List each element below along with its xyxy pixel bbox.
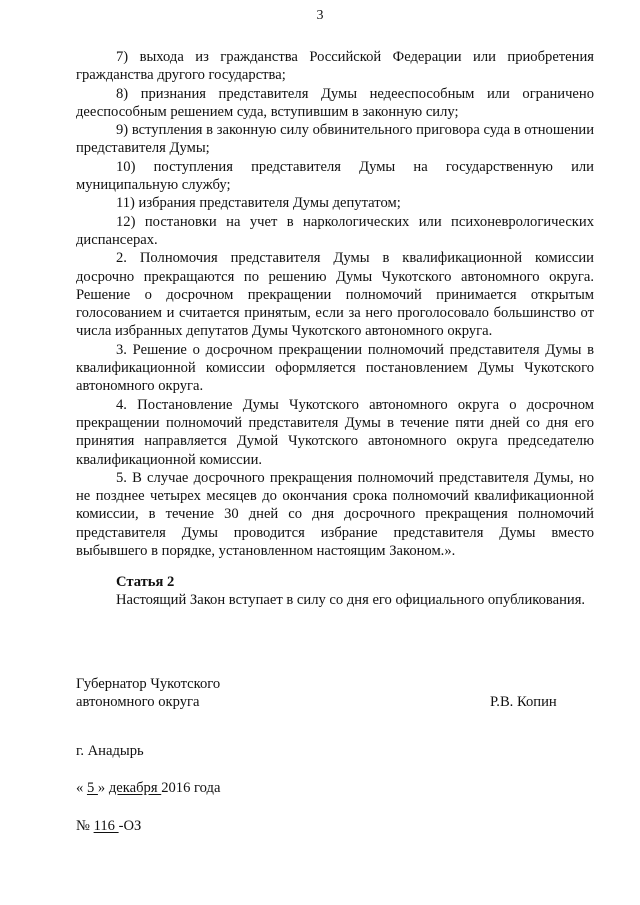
signatory-title-line2: автономного округа — [76, 694, 200, 710]
city: г. Анадырь — [76, 743, 144, 759]
date-month: декабря — [108, 780, 162, 796]
paragraph: 8) признания представителя Думы недееспособным или ограничено дееспособным решением суда, вступившим в законную силу; — [76, 85, 594, 120]
date-day: 5 — [86, 780, 98, 796]
signatory-title-line1: Губернатор Чукотского — [76, 676, 221, 692]
date-open-quote: « — [76, 780, 84, 796]
paragraph: 4. Постановление Думы Чукотского автономного округа о досрочном прекращении полномочий представителя Думы в течение пяти дней со дня его принятия направляется Думой Чукотского автономного округа председателю квалификационной комиссии. — [76, 396, 594, 468]
law-body — [76, 48, 594, 560]
document-date — [76, 780, 220, 797]
number-suffix: -ОЗ — [118, 818, 142, 834]
page-number: 3 — [316, 8, 324, 23]
paragraph: 3. Решение о досрочном прекращении полномочий представителя Думы в квалификационной комиссии оформляется постановлением Думы Чукотского автономного округа. — [76, 341, 594, 395]
number-prefix: № — [76, 818, 90, 834]
date-year: 2016 года — [161, 780, 221, 796]
paragraph: 5. В случае досрочного прекращения полномочий представителя Думы, но не позднее четырех месяцев до окончания срока полномочий квалификационной комиссии, в течение 30 дней со дня досрочного прекращения полномочий представителя Думы проводится избрание представителя Думы вместо выбывшего в порядке, установленном настоящим Законом.». — [76, 469, 594, 560]
article-heading: Статья 2 — [116, 574, 175, 590]
paragraph: 10) поступления представителя Думы на государственную или муниципальную службу; — [76, 158, 594, 194]
signatory-name: Р.В. Копин — [490, 694, 557, 710]
number-value: 116 — [93, 818, 119, 834]
paragraph: 11) избрания представителя Думы депутатом; — [116, 195, 401, 212]
date-close-quote: » — [97, 780, 106, 796]
paragraph: 7) выхода из гражданства Российской Федерации или приобретения гражданства другого государства; — [76, 49, 594, 84]
paragraph: 9) вступления в законную силу обвинительного приговора суда в отношении представителя Думы; — [76, 122, 594, 157]
document-number — [76, 818, 141, 835]
article-text: Настоящий Закон вступает в силу со дня его официального опубликования. — [116, 592, 586, 608]
paragraph: 12) постановки на учет в наркологических или психоневрологических диспансерах. — [76, 213, 594, 248]
paragraph: 2. Полномочия представителя Думы в квалификационной комиссии досрочно прекращаются по решению Думы Чукотского автономного округа. Решение о досрочном прекращении полномочий принимается открытым голосованием и считается принятым, если за него проголосовало большинство от числа избранных депутатов Думы Чукотского автономного округа. — [76, 250, 594, 340]
